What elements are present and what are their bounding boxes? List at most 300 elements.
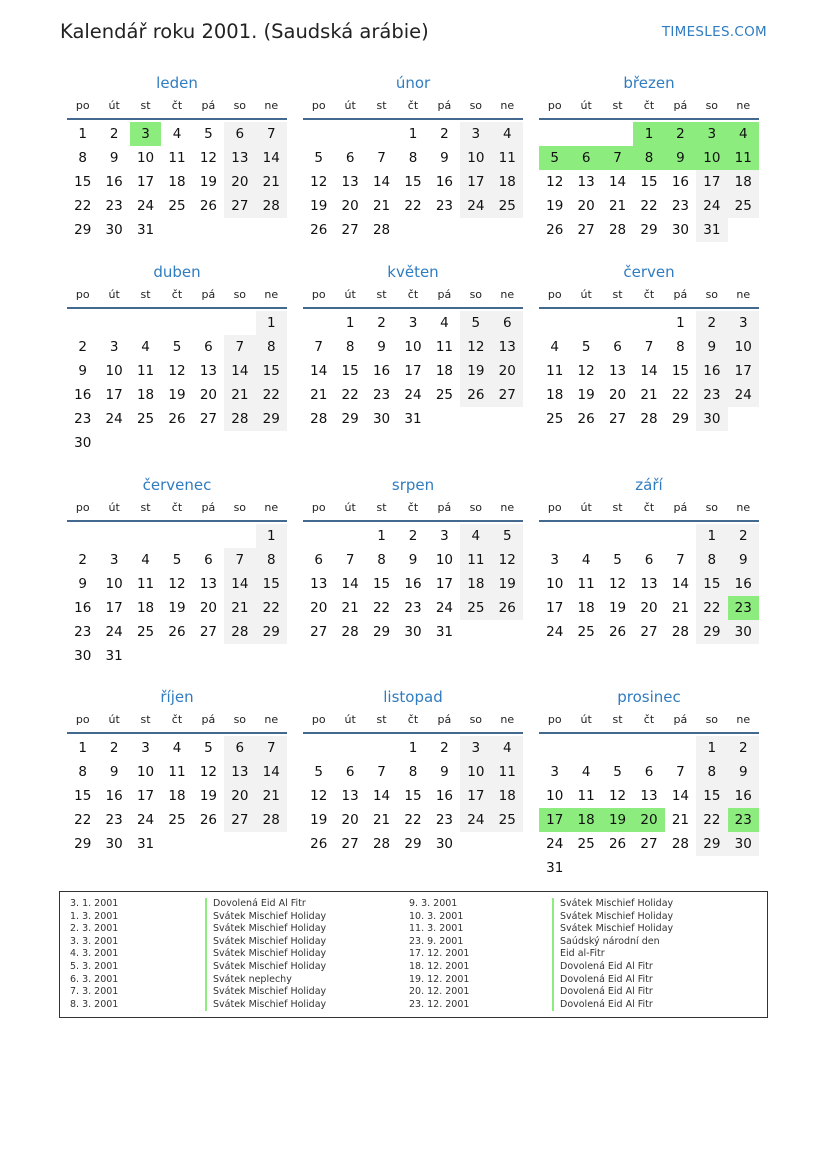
day-cell: 22 <box>74 812 92 828</box>
day-cell: 18 <box>136 600 155 616</box>
legend-holiday-name: Svátek Mischief Holiday <box>205 986 326 999</box>
day-cell: 6 <box>345 764 355 780</box>
weekday-label: so <box>469 99 483 112</box>
day-cell: 6 <box>204 552 213 568</box>
day-cell: 12 <box>577 363 595 379</box>
weekday-label: pá <box>437 99 452 112</box>
day-cell: 4 <box>550 339 559 355</box>
day-cell: 15 <box>696 572 727 596</box>
day-grid <box>539 309 759 453</box>
day-cell: 5 <box>581 339 591 355</box>
weekday-label: út <box>580 288 592 301</box>
month-block <box>67 261 287 453</box>
weekday-label: ne <box>736 501 751 514</box>
day-cell: 21 <box>372 812 391 828</box>
day-cell: 21 <box>372 198 391 214</box>
day-cell: 4 <box>492 736 523 760</box>
day-cell: 2 <box>728 736 759 760</box>
day-cell: 28 <box>372 836 391 852</box>
day-cell: 2 <box>440 740 449 756</box>
day-cell: 18 <box>492 170 523 194</box>
day-cell: 1 <box>78 126 87 142</box>
weekday-label: čt <box>407 501 419 514</box>
day-cell: 13 <box>577 174 595 190</box>
month-block <box>67 72 287 264</box>
day-cell: 15 <box>341 363 359 379</box>
weekday-header <box>539 94 759 120</box>
day-cell: 21 <box>256 784 287 808</box>
day-cell: 2 <box>440 126 449 142</box>
day-cell: 12 <box>608 788 627 804</box>
day-cell: 20 <box>199 600 217 616</box>
weekday-label: po <box>75 713 90 726</box>
day-cell: 15 <box>256 572 287 596</box>
day-cell: 28 <box>341 624 359 640</box>
day-cell: 25 <box>136 624 155 640</box>
day-cell: 16 <box>372 363 391 379</box>
day-cell: 13 <box>640 576 658 592</box>
day-cell: 12 <box>608 576 627 592</box>
day-cell: 14 <box>608 174 627 190</box>
day-cell: 30 <box>105 222 123 238</box>
day-cell: 31 <box>696 218 727 242</box>
holiday-day-cell: 7 <box>602 146 633 170</box>
day-cell: 15 <box>640 174 658 190</box>
legend-date: 3. 1. 2001 <box>70 898 119 909</box>
day-cell: 30 <box>435 836 453 852</box>
day-cell: 12 <box>199 150 217 166</box>
holiday-day-cell: 9 <box>665 146 696 170</box>
day-cell: 3 <box>408 315 418 331</box>
day-cell: 6 <box>613 339 622 355</box>
month-name: září <box>635 476 663 494</box>
day-cell: 2 <box>78 552 87 568</box>
day-cell: 14 <box>224 572 255 596</box>
weekday-label: út <box>344 713 356 726</box>
month-name: prosinec <box>617 688 681 706</box>
legend-holiday-name: Svátek Mischief Holiday <box>205 923 326 936</box>
weekday-header <box>539 283 759 309</box>
legend-holiday-name: Dovolená Eid Al Fitr <box>552 999 673 1012</box>
weekday-label: po <box>547 99 562 112</box>
day-cell: 19 <box>168 387 186 403</box>
day-cell: 13 <box>492 335 523 359</box>
day-grid <box>67 522 287 666</box>
day-cell: 21 <box>310 387 328 403</box>
weekday-label: po <box>547 713 562 726</box>
day-cell: 27 <box>310 624 328 640</box>
weekday-label: st <box>140 713 151 726</box>
weekday-label: ne <box>264 288 279 301</box>
legend-dates-left <box>70 898 118 1011</box>
day-cell: 3 <box>440 528 449 544</box>
day-cell: 9 <box>78 363 87 379</box>
day-cell: 27 <box>492 383 523 407</box>
legend-date: 9. 3. 2001 <box>409 898 458 909</box>
weekday-header <box>539 496 759 522</box>
day-cell: 4 <box>581 764 591 780</box>
day-cell: 2 <box>696 311 727 335</box>
day-cell: 21 <box>341 600 359 616</box>
weekday-label: po <box>311 288 326 301</box>
day-cell: 24 <box>435 600 453 616</box>
day-cell: 25 <box>168 198 186 214</box>
legend-date: 18. 12. 2001 <box>409 960 470 972</box>
page-title: Kalendář roku 2001. (Saudská arábie) <box>60 20 429 43</box>
day-cell: 8 <box>78 764 87 780</box>
weekday-label: st <box>376 288 387 301</box>
day-cell: 9 <box>109 764 119 780</box>
day-cell: 6 <box>314 552 323 568</box>
day-cell: 20 <box>341 812 359 828</box>
day-cell: 7 <box>224 548 255 572</box>
legend-date: 11. 3. 2001 <box>409 923 464 935</box>
legend-holiday-name: Dovolená Eid Al Fitr <box>552 961 673 974</box>
weekday-label: so <box>469 501 483 514</box>
day-cell: 25 <box>435 387 453 403</box>
holiday-day-cell: 8 <box>633 146 664 170</box>
month-block <box>67 686 287 878</box>
weekday-label: st <box>140 501 151 514</box>
day-cell: 10 <box>105 576 123 592</box>
weekday-label: út <box>344 501 356 514</box>
weekday-header <box>539 708 759 734</box>
day-cell: 10 <box>136 150 155 166</box>
weekday-label: čt <box>171 288 183 301</box>
weekday-label: st <box>376 99 387 112</box>
day-cell: 10 <box>546 576 564 592</box>
day-cell: 5 <box>613 764 622 780</box>
month-name: červenec <box>142 476 212 494</box>
weekday-label: ne <box>736 713 751 726</box>
day-cell: 1 <box>696 524 727 548</box>
day-cell: 9 <box>377 339 386 355</box>
day-cell: 14 <box>372 174 391 190</box>
holiday-day-cell: 2 <box>665 122 696 146</box>
day-cell: 27 <box>577 222 595 238</box>
day-cell: 15 <box>372 576 391 592</box>
weekday-label: po <box>547 501 562 514</box>
weekday-label: so <box>705 501 719 514</box>
day-cell: 5 <box>314 764 323 780</box>
day-cell: 8 <box>345 339 355 355</box>
day-cell: 8 <box>256 548 287 572</box>
month-block <box>539 686 759 878</box>
day-cell: 25 <box>460 596 491 620</box>
day-cell: 16 <box>435 174 453 190</box>
day-cell: 17 <box>460 784 491 808</box>
weekday-label: út <box>108 288 120 301</box>
day-cell: 9 <box>440 150 449 166</box>
day-cell: 25 <box>168 812 186 828</box>
day-cell: 19 <box>460 359 491 383</box>
day-cell: 17 <box>136 788 155 804</box>
legend-holiday-name: Dovolená Eid Al Fitr <box>552 974 673 987</box>
day-cell: 8 <box>377 552 386 568</box>
weekday-label: so <box>705 288 719 301</box>
day-cell: 6 <box>492 311 523 335</box>
day-cell: 1 <box>676 315 685 331</box>
day-cell: 2 <box>377 315 386 331</box>
month-block <box>303 261 523 453</box>
day-cell: 15 <box>696 784 727 808</box>
weekday-label: st <box>376 713 387 726</box>
day-cell: 3 <box>460 122 491 146</box>
holiday-day-cell: 5 <box>539 146 570 170</box>
day-cell: 18 <box>168 174 186 190</box>
legend-names-left <box>205 898 326 1011</box>
day-cell: 11 <box>168 764 186 780</box>
day-cell: 19 <box>608 600 627 616</box>
weekday-label: pá <box>673 99 688 112</box>
day-cell: 6 <box>224 736 255 760</box>
day-cell: 7 <box>377 764 386 780</box>
day-cell: 15 <box>404 788 422 804</box>
day-cell: 13 <box>224 146 255 170</box>
legend-holiday-name: Svátek neplechy <box>205 974 326 987</box>
day-cell: 14 <box>310 363 328 379</box>
weekday-label: st <box>140 288 151 301</box>
day-cell: 14 <box>671 788 689 804</box>
weekday-header <box>303 283 523 309</box>
day-cell: 2 <box>109 126 119 142</box>
site-logo-link[interactable]: TIMESLES.COM <box>661 24 767 40</box>
day-cell: 22 <box>671 387 689 403</box>
legend-date: 17. 12. 2001 <box>409 948 470 960</box>
day-cell: 30 <box>372 411 391 427</box>
day-grid <box>303 734 523 878</box>
day-cell: 16 <box>671 174 689 190</box>
weekday-label: čt <box>407 288 419 301</box>
day-cell: 24 <box>460 808 491 832</box>
weekday-label: čt <box>643 713 655 726</box>
weekday-label: pá <box>437 288 452 301</box>
day-cell: 2 <box>408 528 418 544</box>
day-cell: 5 <box>613 552 622 568</box>
holiday-day-cell: 4 <box>728 122 759 146</box>
day-cell: 23 <box>404 600 422 616</box>
day-cell: 21 <box>224 383 255 407</box>
weekday-label: čt <box>643 99 655 112</box>
day-cell: 20 <box>492 359 523 383</box>
day-cell: 11 <box>435 339 453 355</box>
day-cell: 13 <box>310 576 328 592</box>
holiday-day-cell: 6 <box>570 146 601 170</box>
day-cell: 6 <box>644 552 654 568</box>
day-grid <box>303 309 523 453</box>
day-cell: 11 <box>136 363 155 379</box>
weekday-label: čt <box>407 713 419 726</box>
day-cell: 7 <box>345 552 355 568</box>
day-cell: 22 <box>341 387 359 403</box>
day-cell: 6 <box>204 339 213 355</box>
day-cell: 29 <box>372 624 391 640</box>
day-cell: 23 <box>105 812 123 828</box>
day-cell: 4 <box>172 126 182 142</box>
month-name: říjen <box>160 688 194 706</box>
day-cell: 21 <box>256 170 287 194</box>
day-cell: 3 <box>550 764 559 780</box>
holiday-legend <box>59 891 768 1018</box>
day-cell: 8 <box>256 335 287 359</box>
weekday-label: út <box>580 99 592 112</box>
day-cell: 1 <box>377 528 386 544</box>
day-cell: 23 <box>435 812 453 828</box>
day-cell: 14 <box>671 576 689 592</box>
day-cell: 20 <box>310 600 328 616</box>
month-block <box>539 261 759 453</box>
weekday-label: so <box>705 99 719 112</box>
weekday-label: pá <box>437 713 452 726</box>
day-cell: 16 <box>74 600 92 616</box>
day-cell: 28 <box>310 411 328 427</box>
day-cell: 5 <box>492 524 523 548</box>
day-cell: 5 <box>204 126 213 142</box>
day-cell: 9 <box>408 552 418 568</box>
legend-date: 5. 3. 2001 <box>70 960 119 972</box>
legend-dates-right <box>409 898 469 1011</box>
day-cell: 29 <box>671 411 689 427</box>
day-grid <box>303 120 523 264</box>
weekday-header <box>67 708 287 734</box>
day-cell: 9 <box>728 760 759 784</box>
day-grid <box>303 522 523 666</box>
weekday-label: pá <box>673 501 688 514</box>
day-cell: 11 <box>577 576 595 592</box>
day-cell: 28 <box>372 222 391 238</box>
day-cell: 11 <box>577 788 595 804</box>
legend-date: 20. 12. 2001 <box>409 986 470 998</box>
day-cell: 29 <box>74 836 92 852</box>
day-cell: 12 <box>492 548 523 572</box>
day-cell: 18 <box>168 788 186 804</box>
day-cell: 31 <box>136 836 155 852</box>
day-cell: 12 <box>168 576 186 592</box>
day-cell: 27 <box>341 222 359 238</box>
day-cell: 17 <box>105 387 123 403</box>
weekday-label: út <box>580 501 592 514</box>
day-cell: 19 <box>310 198 328 214</box>
month-name: červen <box>623 263 675 281</box>
day-cell: 24 <box>136 812 155 828</box>
day-cell: 6 <box>224 122 255 146</box>
weekday-header <box>303 708 523 734</box>
day-cell: 18 <box>728 170 759 194</box>
day-cell: 6 <box>644 764 654 780</box>
day-cell: 16 <box>435 788 453 804</box>
day-cell: 12 <box>168 363 186 379</box>
day-cell: 27 <box>199 411 217 427</box>
day-cell: 10 <box>460 146 491 170</box>
day-cell: 4 <box>141 552 150 568</box>
day-cell: 20 <box>341 198 359 214</box>
legend-holiday-name: Svátek Mischief Holiday <box>205 911 326 924</box>
day-cell: 25 <box>577 836 595 852</box>
day-cell: 5 <box>314 150 323 166</box>
month-block <box>303 72 523 264</box>
legend-date: 7. 3. 2001 <box>70 986 119 998</box>
day-cell: 31 <box>105 648 123 664</box>
holiday-day-cell: 23 <box>728 808 759 832</box>
day-cell: 10 <box>105 363 123 379</box>
day-cell: 29 <box>256 620 287 644</box>
day-cell: 18 <box>546 387 564 403</box>
day-cell: 22 <box>640 198 658 214</box>
day-cell: 31 <box>435 624 453 640</box>
day-cell: 11 <box>546 363 564 379</box>
weekday-label: čt <box>643 288 655 301</box>
day-cell: 20 <box>608 387 627 403</box>
legend-date: 4. 3. 2001 <box>70 948 119 960</box>
day-cell: 3 <box>728 311 759 335</box>
day-cell: 16 <box>696 359 727 383</box>
weekday-label: pá <box>437 501 452 514</box>
weekday-label: pá <box>201 501 216 514</box>
day-cell: 7 <box>224 335 255 359</box>
weekday-label: st <box>612 99 623 112</box>
weekday-label: út <box>344 99 356 112</box>
day-cell: 28 <box>640 411 658 427</box>
day-cell: 24 <box>404 387 422 403</box>
day-cell: 29 <box>404 836 422 852</box>
day-cell: 5 <box>460 311 491 335</box>
weekday-label: st <box>612 501 623 514</box>
day-cell: 8 <box>408 150 418 166</box>
day-cell: 24 <box>696 194 727 218</box>
weekday-label: čt <box>171 99 183 112</box>
day-cell: 4 <box>141 339 150 355</box>
day-cell: 12 <box>546 174 564 190</box>
day-cell: 24 <box>136 198 155 214</box>
day-cell: 17 <box>696 170 727 194</box>
weekday-label: ne <box>500 501 515 514</box>
day-cell: 11 <box>136 576 155 592</box>
day-cell: 14 <box>640 363 658 379</box>
day-cell: 17 <box>546 600 564 616</box>
day-cell: 24 <box>728 383 759 407</box>
weekday-label: po <box>311 501 326 514</box>
day-cell: 8 <box>696 548 727 572</box>
day-cell: 19 <box>492 572 523 596</box>
weekday-label: so <box>233 288 247 301</box>
day-cell: 10 <box>460 760 491 784</box>
day-cell: 21 <box>224 596 255 620</box>
day-cell: 22 <box>256 383 287 407</box>
day-cell: 1 <box>78 740 87 756</box>
day-cell: 8 <box>408 764 418 780</box>
day-cell: 18 <box>577 600 595 616</box>
day-cell: 29 <box>256 407 287 431</box>
day-cell: 10 <box>136 764 155 780</box>
day-cell: 28 <box>671 836 689 852</box>
day-cell: 9 <box>440 764 449 780</box>
weekday-label: ne <box>500 288 515 301</box>
day-cell: 14 <box>224 359 255 383</box>
day-cell: 28 <box>224 620 255 644</box>
weekday-label: ne <box>736 99 751 112</box>
day-cell: 4 <box>581 552 591 568</box>
legend-holiday-name: Svátek Mischief Holiday <box>552 923 673 936</box>
month-name: březen <box>623 74 675 92</box>
weekday-header <box>303 496 523 522</box>
legend-date: 6. 3. 2001 <box>70 973 119 985</box>
weekday-label: po <box>547 288 562 301</box>
day-cell: 26 <box>310 222 328 238</box>
day-cell: 2 <box>109 740 119 756</box>
day-cell: 21 <box>671 600 689 616</box>
day-cell: 18 <box>435 363 453 379</box>
day-cell: 27 <box>199 624 217 640</box>
